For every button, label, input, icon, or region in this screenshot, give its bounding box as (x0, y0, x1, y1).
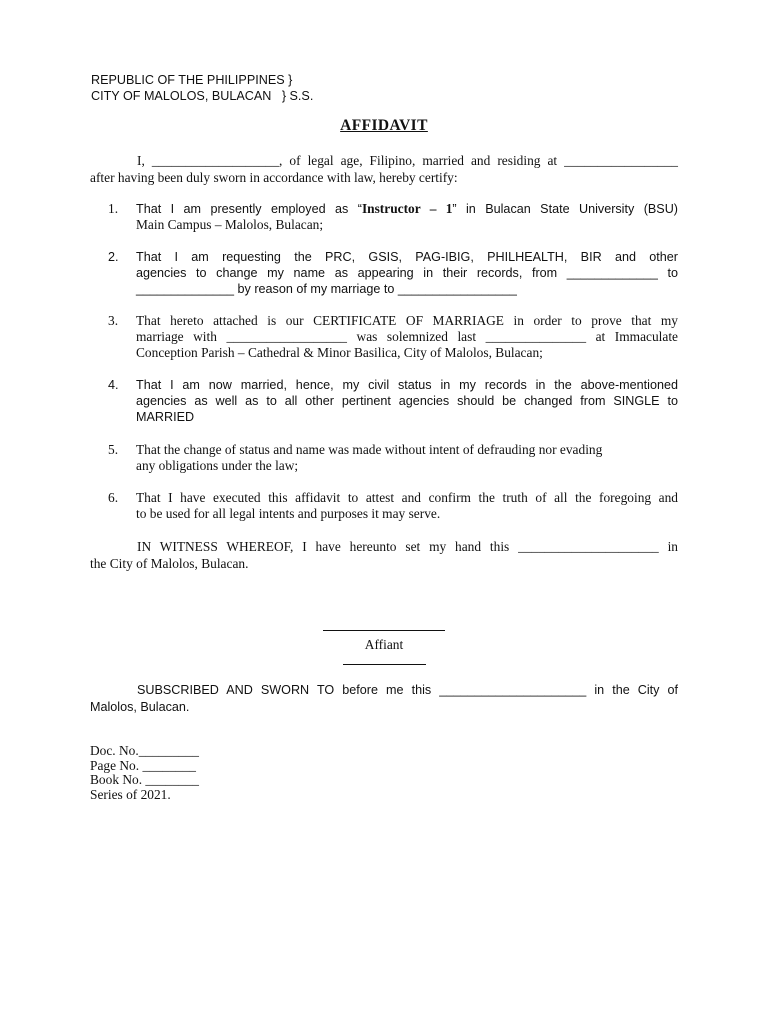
certification-item-1 (108, 201, 678, 233)
affiant-label: Affiant (364, 637, 404, 652)
jurat-line-2: Malolos, Bulacan. (90, 700, 190, 714)
item-text-post: ” in Bulacan State University (BSU) (452, 202, 678, 216)
affiant-signature-line (323, 630, 445, 631)
item-line: to be used for all legal intents and purposes it may serve. (136, 506, 441, 521)
item-body (136, 249, 678, 297)
item-line: Conception Parish – Cathedral & Minor Basilica, City of Malolos, Bulacan; (136, 345, 543, 360)
item-number: 1. (108, 201, 119, 216)
jurat-paragraph (90, 682, 678, 716)
header-city: CITY OF MALOLOS, BULACAN } S.S. (91, 89, 314, 103)
item-number: 4. (108, 378, 119, 392)
witness-paragraph (90, 538, 678, 572)
item-body (136, 201, 678, 233)
certification-item-6 (108, 490, 678, 522)
item-line: agencies to change my name as appearing in their records, from _____________ to (136, 266, 678, 280)
doc-number: Doc. No._________ (90, 743, 199, 758)
position-title: Instructor – 1 (361, 201, 453, 216)
item-line (136, 201, 678, 217)
affiant-id-line (343, 664, 426, 665)
item-line: marriage with __________________ was solemnized last _______________ at Immaculate (136, 329, 678, 344)
item-line: That I have executed this affidavit to attest and confirm the truth of all the foregoing and (136, 490, 678, 505)
venue-header (91, 72, 313, 104)
item-number: 2. (108, 250, 119, 264)
item-line: That hereto attached is our CERTIFICATE OF MARRIAGE in order to prove that my (136, 313, 678, 328)
item-body (136, 490, 678, 522)
certification-item-5 (108, 442, 678, 474)
item-text-pre: That I am presently employed as “ (136, 202, 362, 216)
jurat-line-1: SUBSCRIBED AND SWORN TO before me this _____________________ in the City of (137, 683, 678, 697)
certification-item-3 (108, 313, 678, 361)
item-line: MARRIED (136, 410, 195, 424)
witness-line-1: IN WITNESS WHEREOF, I have hereunto set my hand this _____________________ in (137, 539, 678, 554)
certification-item-2 (108, 249, 678, 297)
book-number: Book No. ________ (90, 772, 199, 787)
item-line: That I am requesting the PRC, GSIS, PAG-IBIG, PHILHEALTH, BIR and other (136, 250, 678, 264)
notarial-register (90, 744, 199, 802)
item-line: That I am now married, hence, my civil status in my records in the above-mentioned (136, 378, 678, 392)
certification-item-4 (108, 377, 678, 425)
intro-paragraph (90, 152, 678, 186)
witness-line-2: the City of Malolos, Bulacan. (90, 556, 249, 571)
item-number: 3. (108, 313, 119, 328)
item-line: That the change of status and name was made without intent of defrauding nor evading (136, 442, 603, 457)
document-title: AFFIDAVIT (340, 117, 428, 134)
item-number: 6. (108, 490, 119, 505)
item-body (136, 442, 678, 474)
item-line: agencies as well as to all other pertinent agencies should be changed from SINGLE to (136, 394, 678, 408)
item-line: ______________ by reason of my marriage to _________________ (136, 282, 517, 296)
page-number: Page No. ________ (90, 757, 197, 773)
intro-line-2: after having been duly sworn in accordance with law, hereby certify: (90, 170, 458, 185)
item-body (136, 377, 678, 425)
item-line: Main Campus – Malolos, Bulacan; (136, 217, 324, 232)
series-year: Series of 2021. (90, 786, 171, 802)
item-number: 5. (108, 442, 119, 457)
intro-line-1: I, ___________________, of legal age, Filipino, married and residing at _________________ (137, 153, 678, 168)
item-body (136, 313, 678, 361)
header-republic: REPUBLIC OF THE PHILIPPINES } (91, 73, 293, 87)
item-line: any obligations under the law; (136, 458, 299, 473)
